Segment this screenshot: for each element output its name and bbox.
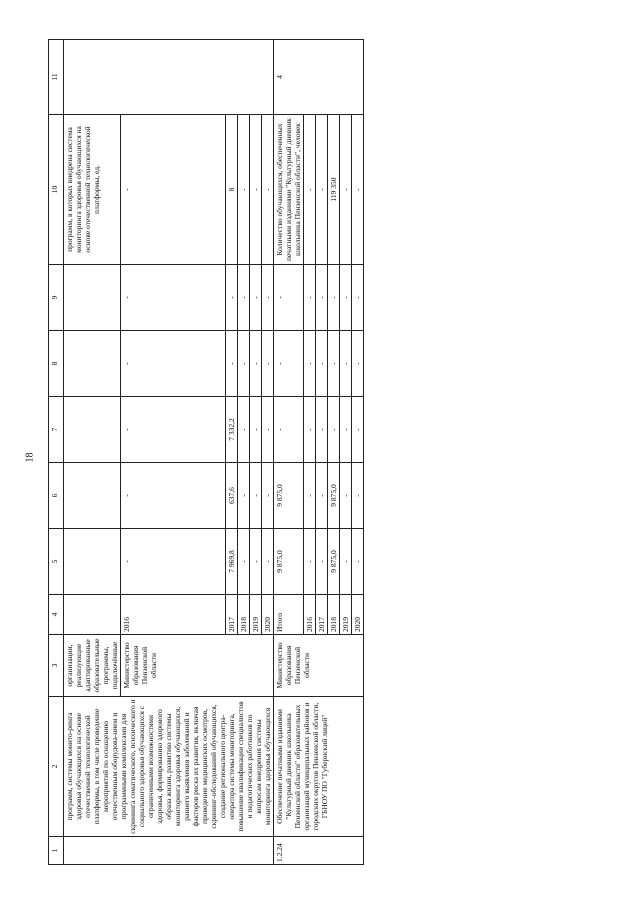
value-cell: -	[352, 115, 364, 265]
year-cell: 2016	[304, 595, 316, 635]
row-b-executor: Министерство образования Пензенской области	[274, 635, 364, 697]
value-cell: -	[328, 397, 340, 463]
row-b-description: Обеспечение печатными изданиями "Культурный дневник школьника Пензенской области" образовательных организаций муниципальных районов и городских округов Пензенской области, ГБНОУ ПО "Губернский лицей"	[274, 697, 364, 837]
value-cell: -	[340, 397, 352, 463]
value-cell: 8	[226, 115, 238, 265]
value-cell: 7 332,2	[226, 397, 238, 463]
value-cell: 9 875,0	[328, 529, 340, 595]
col-header-9: 9	[49, 265, 64, 331]
value-cell: -	[238, 331, 250, 397]
value-cell: -	[238, 529, 250, 595]
value-cell: -	[121, 529, 226, 595]
header-row	[49, 40, 64, 865]
row-b-number: 1.2.24	[274, 837, 364, 865]
row-a-number	[64, 837, 274, 865]
value-cell: -	[340, 331, 352, 397]
table-row	[274, 40, 304, 865]
value-cell: -	[250, 115, 262, 265]
value-cell: -	[250, 397, 262, 463]
value-cell: -	[304, 265, 316, 331]
value-cell: -	[250, 331, 262, 397]
value-cell: -	[340, 265, 352, 331]
total-cell: -	[274, 331, 304, 397]
value-cell: -	[238, 463, 250, 529]
year-cell: 2017	[316, 595, 328, 635]
value-cell: -	[121, 115, 226, 265]
value-cell: -	[262, 397, 274, 463]
value-cell: -	[352, 529, 364, 595]
total-cell: 9 875,0	[274, 529, 304, 595]
col-header-11: 11	[49, 40, 64, 115]
value-cell: -	[304, 397, 316, 463]
col-header-10: 10	[49, 115, 64, 265]
value-cell: 637,6	[226, 463, 238, 529]
col-header-8: 8	[49, 331, 64, 397]
value-cell: -	[352, 331, 364, 397]
year-cell: 2020	[262, 595, 274, 635]
value-cell: -	[340, 115, 352, 265]
value-cell: -	[304, 115, 316, 265]
year-cell: 2018	[238, 595, 250, 635]
value-cell: -	[340, 529, 352, 595]
value-cell: -	[238, 397, 250, 463]
value-cell: -	[316, 331, 328, 397]
value-cell: -	[304, 463, 316, 529]
col-header-5: 5	[49, 529, 64, 595]
value-cell: -	[250, 463, 262, 529]
value-cell: 119 350	[328, 115, 340, 265]
table-row	[64, 40, 121, 865]
value-cell: -	[316, 463, 328, 529]
value-cell: -	[238, 265, 250, 331]
row-a-executor: Министерство образования Пензенской области	[121, 635, 274, 697]
document-table-sheet	[48, 40, 608, 865]
value-cell: -	[352, 397, 364, 463]
value-cell: 9 875,0	[328, 463, 340, 529]
value-cell: -	[262, 115, 274, 265]
col-header-3: 3	[49, 635, 64, 697]
value-cell: -	[352, 265, 364, 331]
value-cell: -	[262, 331, 274, 397]
value-cell: -	[304, 529, 316, 595]
value-cell: -	[250, 529, 262, 595]
year-cell: 2020	[352, 595, 364, 635]
value-cell: -	[262, 265, 274, 331]
value-cell: -	[238, 115, 250, 265]
value-cell: -	[226, 265, 238, 331]
value-cell: -	[316, 529, 328, 595]
page-number: 18	[24, 452, 36, 463]
total-cell: -	[274, 265, 304, 331]
total-label: Итого	[274, 595, 304, 635]
year-cell: 2016	[121, 595, 226, 635]
row-a-executor-top: организации, реализующие адаптированные образовательные программы, подключённые	[64, 635, 121, 697]
row-a-description: программ, системы монито-ринга здоровья обучающихся на основе отечественной технологической платформы, в том числе проведение мероприятий по оснащению отечественным оборудова-нием и программными комплексами для скрининга соматического, психического и социального здоровья обучающихся с ограниченными возможностями здоровья, формированию здорового образа жизни, развитию системы мониторинга здоровья обучающихся, раннего выявления заболеваний и факторов риска их развития, включая проведение медицинских осмотров, скрининг-обследований обучающихся, создание регионального центра-оператора системы мониторинга, повышение квалификации специалистов и педагогических работников по вопросам внедрения системы мониторинга здоровья обучающихся	[64, 697, 274, 837]
value-cell: -	[316, 265, 328, 331]
value-cell: -	[121, 397, 226, 463]
value-cell: -	[328, 265, 340, 331]
value-cell: -	[121, 331, 226, 397]
col-header-1: 1	[49, 837, 64, 865]
value-cell: -	[328, 331, 340, 397]
value-cell: 7 969,8	[226, 529, 238, 595]
year-cell: 2019	[250, 595, 262, 635]
value-cell: -	[352, 463, 364, 529]
row-b-col11: 4	[274, 40, 364, 115]
program-table	[48, 39, 364, 865]
total-cell: -	[274, 397, 304, 463]
year-cell: 2017	[226, 595, 238, 635]
value-cell: -	[226, 331, 238, 397]
value-cell: -	[304, 331, 316, 397]
col-header-7: 7	[49, 397, 64, 463]
value-cell: -	[250, 265, 262, 331]
row-b-indicator: Количество обучающихся, обеспеченных печатными изданиями "Культурный дневник школьника Пензенской области", человек	[274, 115, 304, 265]
col-header-4: 4	[49, 595, 64, 635]
value-cell: -	[121, 463, 226, 529]
value-cell: -	[316, 115, 328, 265]
year-cell: 2019	[340, 595, 352, 635]
total-cell: 9 875,0	[274, 463, 304, 529]
value-cell: -	[262, 463, 274, 529]
value-cell: -	[262, 529, 274, 595]
value-cell: -	[121, 265, 226, 331]
col-header-6: 6	[49, 463, 64, 529]
col-header-2: 2	[49, 697, 64, 837]
year-cell: 2018	[328, 595, 340, 635]
value-cell: -	[340, 463, 352, 529]
row-a-indicator: программ, в которых внедрена система мониторинга здоровья обучающихся на основе отечественной технологической платформы, ед.	[64, 115, 121, 265]
value-cell: -	[316, 397, 328, 463]
